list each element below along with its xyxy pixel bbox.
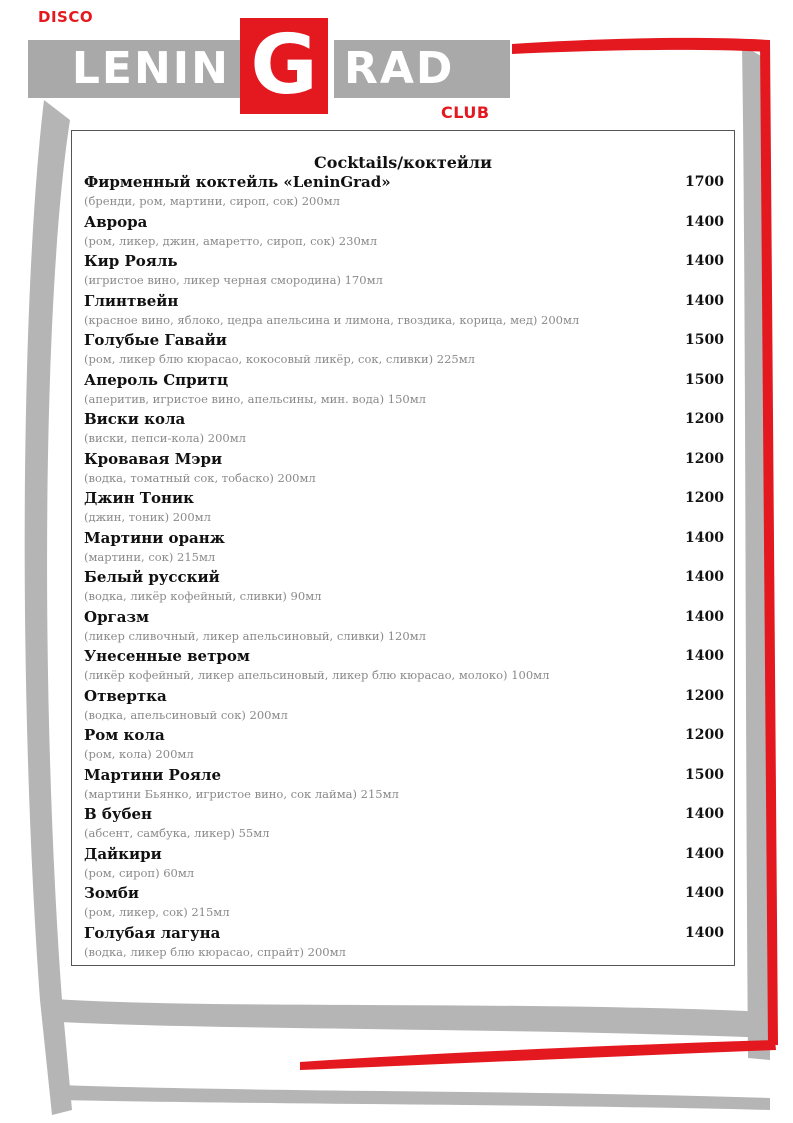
item-price: 1200 <box>685 687 724 704</box>
item-name: Мартини оранж <box>84 528 225 547</box>
item-name: Джин Тоник <box>84 489 194 507</box>
logo-lenin-text: LENIN <box>28 40 240 98</box>
menu-item <box>84 213 724 253</box>
item-name: Мартини Рояле <box>84 765 222 784</box>
item-description: (ром, сироп) 60мл <box>84 865 195 880</box>
item-price: 1200 <box>685 727 724 743</box>
menu-item <box>84 845 724 885</box>
item-name: Унесенные ветром <box>84 647 250 665</box>
item-name: Глинтвейн <box>84 291 179 310</box>
item-description: (ликер сливочный, ликер апельсиновый, сливки) 120мл <box>84 628 426 643</box>
red-swoosh-top <box>512 38 770 54</box>
item-description: (красное вино, яблоко, цедра апельсина и лимона, гвоздика, корица, мед) 200мл <box>84 312 580 327</box>
item-name: Дайкири <box>84 844 162 863</box>
menu-box <box>71 130 735 966</box>
item-price: 1500 <box>685 332 724 348</box>
item-description: (мартини, сок) 215мл <box>84 549 216 564</box>
menu-list <box>84 173 724 963</box>
item-description: (водка, ликёр кофейный, сливки) 90мл <box>84 589 322 603</box>
item-price: 1400 <box>685 529 724 546</box>
menu-item <box>84 924 724 964</box>
menu-item <box>84 371 724 411</box>
item-description: (игристое вино, ликер черная смородина) 170мл <box>84 273 383 287</box>
menu-item <box>84 568 724 608</box>
item-price: 1400 <box>685 213 724 230</box>
menu-item <box>84 450 724 490</box>
item-description: (ром, ликер, сок) 215мл <box>84 905 230 919</box>
menu-item <box>84 884 724 924</box>
item-name: Ром кола <box>84 726 165 744</box>
menu-item <box>84 687 724 727</box>
item-description: (бренди, ром, мартини, сироп, сок) 200мл <box>84 194 340 208</box>
logo-club-text: CLUB <box>441 103 490 122</box>
logo-g-letter: G <box>240 18 328 114</box>
gray-swoosh-bottom-2 <box>60 1085 770 1110</box>
item-name: Белый русский <box>84 568 220 586</box>
item-price: 1400 <box>685 292 724 309</box>
logo-rad-text: RAD <box>334 40 510 98</box>
menu-item <box>84 410 724 450</box>
item-price: 1400 <box>685 845 724 862</box>
item-name: Виски кола <box>84 410 186 428</box>
menu-item <box>84 173 724 213</box>
item-price: 1400 <box>685 648 724 664</box>
gray-swoosh-left <box>25 100 72 1115</box>
item-name: Кир Рояль <box>84 252 178 270</box>
item-price: 1700 <box>685 174 724 190</box>
item-description: (ром, кола) 200мл <box>84 747 194 761</box>
item-description: (джин, тоник) 200мл <box>84 510 211 524</box>
item-description: (мартини Бьянко, игристое вино, сок лайма) 215мл <box>84 786 399 801</box>
item-description: (водка, ликер блю кюрасао, спрайт) 200мл <box>84 944 346 959</box>
item-description: (ром, ликер блю кюрасао, кокосовый ликёр, сок, сливки) 225мл <box>84 352 475 366</box>
logo-disco-text: DISCO <box>38 8 94 26</box>
item-description: (абсент, самбука, ликер) 55мл <box>84 826 270 840</box>
menu-item <box>84 608 724 648</box>
menu-item <box>84 252 724 292</box>
menu-item <box>84 331 724 371</box>
item-price: 1400 <box>685 924 724 941</box>
item-description: (водка, томатный сок, тобаско) 200мл <box>84 470 316 485</box>
item-price: 1400 <box>685 569 724 585</box>
item-name: Голубая лагуна <box>84 923 221 942</box>
item-description: (водка, апельсиновый сок) 200мл <box>84 707 288 722</box>
item-name: Фирменный коктейль «LeninGrad» <box>84 173 391 191</box>
menu-item <box>84 489 724 529</box>
item-price: 1400 <box>685 253 724 269</box>
item-name: Отвертка <box>84 686 167 705</box>
gray-swoosh-bottom <box>40 998 772 1038</box>
menu-item <box>84 292 724 332</box>
item-description: (аперитив, игристое вино, апельсины, мин. вода) 150мл <box>84 391 426 406</box>
item-description: (ром, ликер, джин, амаретто, сироп, сок) 230мл <box>84 233 378 248</box>
item-name: Оргазм <box>84 607 150 626</box>
item-name: Кровавая Мэри <box>84 449 223 468</box>
item-price: 1400 <box>685 608 724 625</box>
item-price: 1500 <box>685 371 724 388</box>
item-description: (ликёр кофейный, ликер апельсиновый, ликер блю кюрасао, молоко) 100мл <box>84 668 550 682</box>
item-name: Зомби <box>84 884 139 902</box>
menu-title: Cocktails/коктейли <box>314 153 492 172</box>
item-name: Голубые Гавайи <box>84 331 227 349</box>
item-price: 1400 <box>685 885 724 901</box>
menu-item <box>84 529 724 569</box>
red-swoosh-bottom <box>300 1040 776 1070</box>
item-description: (виски, пепси-кола) 200мл <box>84 431 246 445</box>
item-price: 1500 <box>685 766 724 783</box>
item-price: 1400 <box>685 806 724 822</box>
item-price: 1200 <box>685 450 724 467</box>
menu-item <box>84 647 724 687</box>
item-name: Апероль Спритц <box>84 370 229 389</box>
item-price: 1200 <box>685 411 724 427</box>
item-name: В бубен <box>84 805 153 823</box>
menu-item <box>84 805 724 845</box>
item-name: Аврора <box>84 212 148 231</box>
item-price: 1200 <box>685 490 724 506</box>
menu-item <box>84 726 724 766</box>
menu-item <box>84 766 724 806</box>
